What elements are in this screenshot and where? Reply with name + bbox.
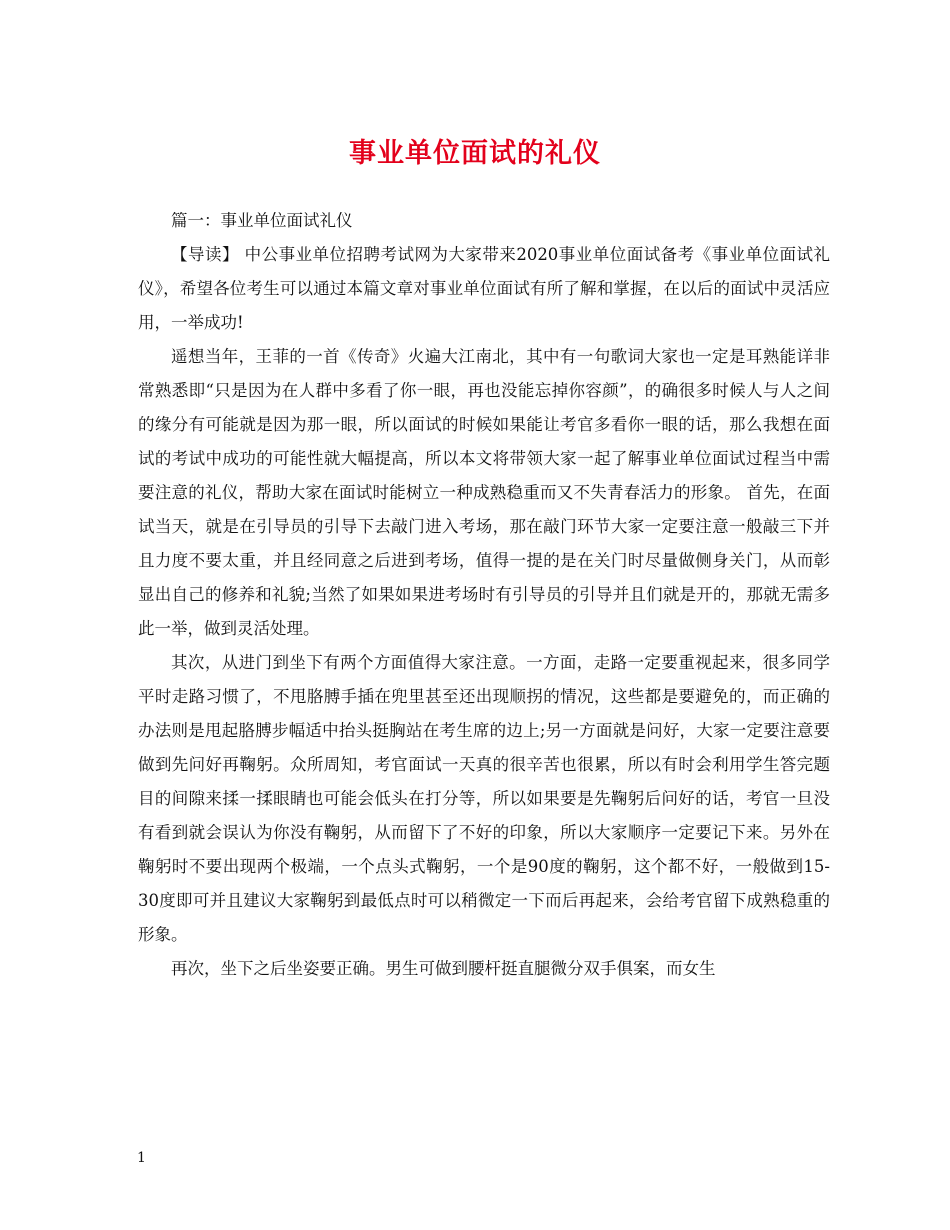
body-paragraph-1: 遥想当年，王菲的一首《传奇》火遍大江南北，其中有一句歌词大家也一定是耳熟能详非常熟悉即“只是因为在人群中多看了你一眼，再也没能忘掉你容颜”，的确很多时候人与人之间的缘分有可能就是因为那一眼，所以面试的时候如果能让考官多看你一眼的话，那么我想在面试的考试中成功的可能性就大幅提高，所以本文将带领大家一起了解事业单位面试过程当中需要注意的礼仪，帮助大家在面试时能树立一种成熟稳重而又不失青春活力的形象。 首先，在面试当天，就是在引导员的引导下去敲门进入考场，那在敲门环节大家一定要注意一般敲三下并且力度不要太重，并且经同意之后进到考场，值得一提的是在关门时尽量做侧身关门，从而彰显出自己的修养和礼貌;当然了如果如果进考场时有引导员的引导并且们就是开的，那就无需多此一举，做到灵活处理。	[138, 347, 830, 638]
document-title: 事业单位面试的礼仪	[349, 138, 601, 169]
body-paragraph-3: 再次，坐下之后坐姿要正确。男生可做到腰杆挺直腿微分双手俱案，而女生	[171, 959, 716, 978]
document-body	[138, 204, 830, 986]
body-paragraph-2: 其次，从进门到坐下有两个方面值得大家注意。一方面，走路一定要重视起来，很多同学平时走路习惯了，不甩胳膊手插在兜里甚至还出现顺拐的情况，这些都是要避免的，而正确的办法则是甩起胳膊步幅适中抬头挺胸站在考生席的边上;另一方面就是问好，大家一定要注意要做到先问好再鞠躬。众所周知，考官面试一天真的很辛苦也很累，所以有时会利用学生答完题目的间隙来揉一揉眼睛也可能会低头在打分等，所以如果要是先鞠躬后问好的话，考官一旦没有看到就会误认为你没有鞠躬，从而留下了不好的印象，所以大家顺序一定要记下来。另外在鞠躬时不要出现两个极端，一个点头式鞠躬，一个是90度的鞠躬，这个都不好，一般做到15-30度即可并且建议大家鞠躬到最低点时可以稍微定一下而后再起来，会给考官留下成熟稳重的形象。	[138, 653, 830, 944]
page-number: 1	[137, 1150, 146, 1166]
section-heading: 篇一：事业单位面试礼仪	[171, 211, 353, 230]
intro-paragraph: 【导读】 中公事业单位招聘考试网为大家带来2020事业单位面试备考《事业单位面试礼仪》，希望各位考生可以通过本篇文章对事业单位面试有所了解和掌握，在以后的面试中灵活应用，一举成功!	[138, 245, 830, 332]
